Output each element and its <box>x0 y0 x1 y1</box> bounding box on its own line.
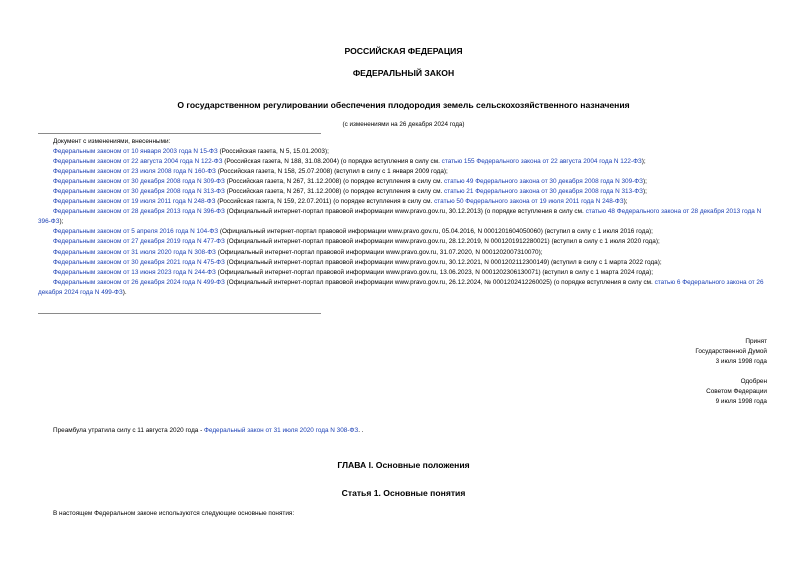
amendment-link[interactable]: Федеральным законом от 5 апреля 2016 года N 104-ФЗ <box>53 228 219 236</box>
accepted-by: Государственной Думой <box>695 348 767 355</box>
accepted-date: 3 июля 1998 года <box>715 358 767 365</box>
amendment-link[interactable]: Федеральным законом от 13 июня 2023 года N 244-ФЗ <box>53 268 216 276</box>
amendment-tail: ); <box>623 198 628 206</box>
accepted-block <box>695 337 767 367</box>
amendment-text: (Официальный интернет-портал правовой информации www.pravo.gov.ru, 05.04.2016, N 0001201604050060) (вступил в силу с 1 июля 2016 года); <box>218 228 653 236</box>
amendment-tail: ); <box>59 218 64 226</box>
amendment-item <box>38 268 770 278</box>
amendment-text: (Официальный интернет-портал правовой информации www.pravo.gov.ru, 30.12.2013) (о порядке вступления в силу см. <box>224 208 586 216</box>
amendment-text: (Российская газета, N 188, 31.08.2004) (о порядке вступления в силу см. <box>222 158 442 166</box>
amendment-item <box>38 187 770 197</box>
amendment-tail: ); <box>643 178 647 186</box>
amendment-item <box>38 227 770 237</box>
amendment-text: (Официальный интернет-портал правовой информации www.pravo.gov.ru, 31.07.2020, N 0001202007310070); <box>215 248 543 256</box>
amendment-text: (Российская газета, N 5, 15.01.2003); <box>217 148 329 156</box>
approved-date: 9 июля 1998 года <box>715 398 767 405</box>
amendment-item <box>38 157 770 167</box>
article-title: Статья 1. Основные понятия <box>341 488 466 498</box>
amendment-item <box>38 177 770 187</box>
amendment-link[interactable]: Федеральным законом от 30 декабря 2008 года N 313-ФЗ <box>53 188 225 196</box>
document-title: О государственном регулировании обеспечения плодородия земель сельскохозяйственного назначения <box>177 100 630 110</box>
amendment-text: (Официальный интернет-портал правовой информации www.pravo.gov.ru, 30.12.2021, N 0001202112300149) (вступил в силу с 1 марта 2022 года); <box>224 258 662 266</box>
amendment-item <box>38 237 770 247</box>
approved-label: Одобрен <box>740 378 767 385</box>
article-first-paragraph: В настоящем Федеральном законе используются следующие основные понятия: <box>53 510 295 517</box>
amendment-link[interactable]: Федеральным законом от 28 декабря 2013 года N 396-ФЗ <box>53 208 225 216</box>
amendment-text: (Российская газета, N 159, 22.07.2011) (о порядке вступления в силу см. <box>215 198 435 206</box>
country-heading: РОССИЙСКАЯ ФЕДЕРАЦИЯ <box>344 46 463 56</box>
amendment-item <box>38 278 770 298</box>
preamble-text: Преамбула утратила силу с 11 августа 2020 года - <box>53 427 205 434</box>
amendment-article-link[interactable]: статью 48 Федерального закона от 28 декабря 2013 года N 396-ФЗ <box>38 208 762 226</box>
amendment-link[interactable]: Федеральным законом от 30 декабря 2021 года N 475-ФЗ <box>53 258 225 266</box>
amendment-link[interactable]: Федеральным законом от 27 декабря 2019 года N 477-ФЗ <box>53 238 225 246</box>
amendments-intro: Документ с изменениями, внесенными: <box>53 138 171 145</box>
amendment-article-link[interactable]: статью 49 Федерального закона от 30 декабря 2008 года N 309-ФЗ <box>444 178 643 186</box>
amendment-tail: ). <box>122 288 127 296</box>
amendment-item <box>38 207 770 227</box>
amendment-item <box>38 248 770 258</box>
amendment-link[interactable]: Федеральным законом от 31 июля 2020 года N 308-ФЗ <box>53 248 216 256</box>
amendments-list <box>38 137 770 298</box>
preamble-note <box>53 426 364 436</box>
amendment-link[interactable]: Федеральным законом от 23 июля 2008 года N 160-ФЗ <box>53 168 216 176</box>
approved-by: Советом Федерации <box>706 388 767 395</box>
amendment-article-link[interactable]: статью 50 Федерального закона от 19 июля 2011 года N 248-ФЗ <box>434 198 624 206</box>
amendment-article-link[interactable]: статью 155 Федерального закона от 22 августа 2004 года N 122-ФЗ <box>441 158 642 166</box>
amendment-article-link[interactable]: статью 6 Федерального закона от 26 декабря 2024 года N 499-ФЗ <box>38 278 764 296</box>
amendment-text: (Российская газета, N 267, 31.12.2008) (о порядке вступления в силу см. <box>224 178 445 186</box>
edition-note: (с изменениями на 26 декабря 2024 года) <box>342 121 465 128</box>
amendment-article-link[interactable]: статью 21 Федерального закона от 30 декабря 2008 года N 313-ФЗ <box>444 188 643 196</box>
amendment-link[interactable]: Федеральным законом от 19 июля 2011 года N 248-ФЗ <box>53 198 216 206</box>
amendment-text: (Официальный интернет-портал правовой информации www.pravo.gov.ru, 13.06.2023, N 0001202306130071) (вступил в силу с 1 марта 2024 года); <box>215 268 654 276</box>
approved-block <box>706 377 767 407</box>
preamble-link[interactable]: Федеральный закон от 31 июля 2020 года N 308-ФЗ <box>204 427 359 434</box>
amendment-item <box>38 258 770 268</box>
accepted-label: Принят <box>745 338 767 345</box>
amendment-text: (Официальный интернет-портал правовой информации www.pravo.gov.ru, 28.12.2019, N 0001201912280021) (вступил в силу с 1 июля 2020 года); <box>224 238 660 246</box>
chapter-title: ГЛАВА I. Основные положения <box>337 460 470 470</box>
amendment-tail: ); <box>643 188 647 196</box>
amendment-link[interactable]: Федеральным законом от 30 декабря 2008 года N 309-ФЗ <box>53 178 225 186</box>
amendment-item <box>38 197 770 207</box>
amendment-tail: ); <box>641 158 646 166</box>
amendment-text: (Российская газета, N 158, 25.07.2008) (вступил в силу с 1 января 2009 года); <box>215 168 448 176</box>
amendment-text: (Российская газета, N 267, 31.12.2008) (о порядке вступления в силу см. <box>224 188 445 196</box>
amendment-link[interactable]: Федеральным законом от 26 декабря 2024 года N 499-ФЗ <box>53 278 225 286</box>
amendment-item <box>38 147 770 157</box>
amendment-link[interactable]: Федеральным законом от 10 января 2003 года N 15-ФЗ <box>53 148 218 156</box>
amendment-item <box>38 167 770 177</box>
preamble-tail: . . <box>358 427 364 434</box>
amendment-text: (Официальный интернет-портал правовой информации www.pravo.gov.ru, 26.12.2024, № 0001202412260025) (о порядке вступления в силу см. <box>224 278 655 286</box>
top-divider <box>38 133 321 134</box>
amendment-link[interactable]: Федеральным законом от 22 августа 2004 года N 122-ФЗ <box>53 158 223 166</box>
doc-type-heading: ФЕДЕРАЛЬНЫЙ ЗАКОН <box>352 68 455 78</box>
bottom-divider <box>38 313 321 314</box>
